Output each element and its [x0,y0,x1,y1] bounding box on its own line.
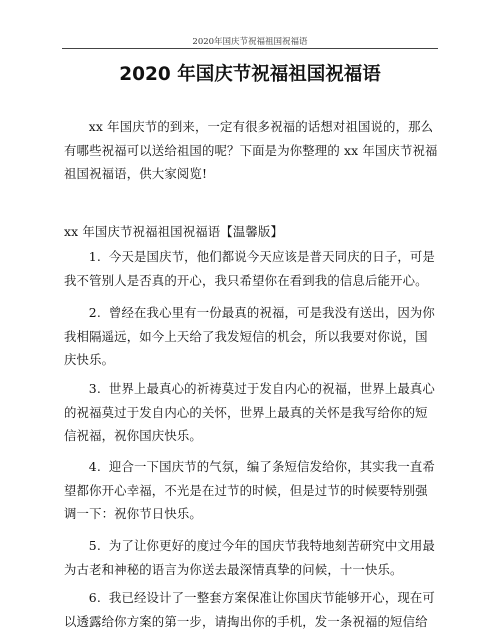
list-item [64,534,440,581]
list-item-number: 6. [88,590,101,605]
list-item-text: 迎合一下国庆节的气氛，编了条短信发给你，其实我一直希望都你开心幸福，不光是在过节的时候，但是过节的时候要特别强调一下：祝你节日快乐。 [64,459,435,521]
list-item-number: 5. [88,538,101,553]
list-item-text: 为了让你更好的度过今年的国庆节我特地刻苦研究中文用最为古老和神秘的语言为你送去最深情真挚的问候，十一快乐。 [64,538,435,577]
list-item-text: 曾经在我心里有一份最真的祝福，可是我没有送出，因为你我相隔遥远，如今上天给了我发短信的机会，所以我要对你说，国庆快乐。 [64,305,435,367]
list-item [64,301,440,372]
document-title: 2020 年国庆节祝福祖国祝福语 [119,64,381,85]
list-item-number: 1. [88,249,101,264]
header-divider [62,48,438,49]
list-item-text: 今天是国庆节，他们都说今天应该是普天同庆的日子，可是我不管别人是否真的开心，我只希望你在看到我的信息后能开心。 [64,249,435,288]
list-item-text: 我已经设计了一整套方案保准让你国庆节能够开心，现在可以透露给你方案的第一步，请掏出你的手机，发一条祝福的短信给 [64,590,435,629]
intro-paragraph: xx 年国庆节的到来，一定有很多祝福的话想对祖国说的，那么有哪些祝福可以送给祖国的呢？下面是为你整理的 xx 年国庆节祝福祖国祝福语，供大家阅览! [64,119,438,181]
list-item [64,245,440,292]
section-subtitle: xx 年国庆节祝福祖国祝福语【温馨版】 [64,224,284,239]
list-item-number: 2. [88,305,101,320]
list-item [64,377,440,448]
list-item-text: 世界上最真心的祈祷莫过于发自内心的祝福，世界上最真心的祝福莫过于发自内心的关怀，世界上最真的关怀是我写给你的短信祝福，祝你国庆快乐。 [64,381,435,443]
list-item-number: 3. [88,381,101,396]
list-item-number: 4. [88,459,101,474]
running-header: 2020年国庆节祝福祖国祝福语 [192,37,308,47]
list-item [64,455,440,526]
list-item [64,586,440,633]
